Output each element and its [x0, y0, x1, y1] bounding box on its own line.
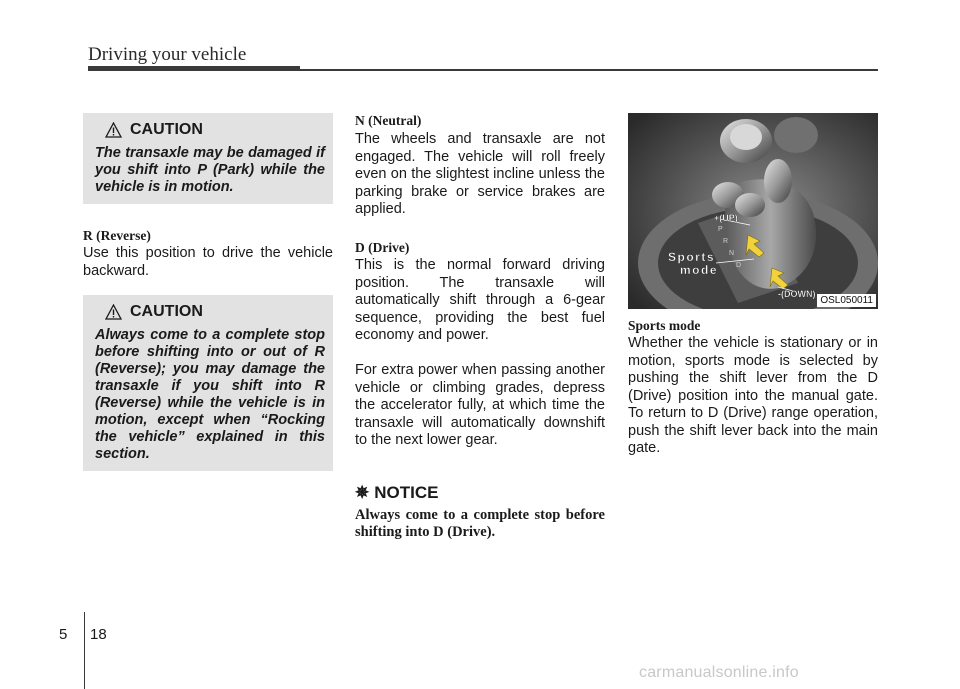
notice-star-icon: ✵	[355, 483, 370, 502]
notice-label: NOTICE	[374, 483, 439, 502]
reverse-heading: R (Reverse)	[83, 228, 151, 243]
gate-letter-n: N	[729, 250, 735, 257]
gate-letter-r: R	[723, 238, 729, 245]
header-rule-thin	[300, 69, 878, 71]
warning-triangle-icon	[105, 122, 122, 138]
caution-label: CAUTION	[130, 303, 203, 320]
up-label: +(UP)	[714, 213, 738, 223]
drive-extra-power-text: For extra power when passing another vehicle or climbing grades, depress the accelerator fully, at which time the transaxle will automatically downshift to the next lower gear.	[355, 362, 605, 448]
down-label: -(DOWN)	[778, 289, 816, 299]
sports-text: Whether the vehicle is stationary or in motion, sports mode is selected by pushing the shift lever from the D (Drive) position into the manual gate. To return to D (Drive) range operation, push the shift lever back into the main gate.	[628, 335, 878, 456]
drive-heading: D (Drive)	[355, 240, 410, 255]
drive-text: This is the normal forward driving position. The transaxle will automatically shift through a 6-gear sequence, providing the best fuel economy and power.	[355, 257, 605, 343]
page-number: 18	[90, 626, 107, 643]
caution-label: CAUTION	[130, 121, 203, 138]
caution-box-reverse	[83, 295, 333, 471]
caution-header	[105, 121, 325, 139]
gate-letter-p: P	[718, 226, 723, 233]
caution-text: The transaxle may be damaged if you shift into P (Park) while the vehicle is in motion.	[95, 145, 325, 195]
warning-triangle-icon	[105, 304, 122, 320]
header-rule-thick	[88, 66, 300, 71]
sports-heading: Sports mode	[628, 318, 701, 333]
chapter-number: 5	[59, 626, 68, 643]
gate-letter-d: D	[736, 262, 742, 269]
header-title: Driving your vehicle	[88, 44, 247, 65]
mode-label: mode	[680, 263, 719, 277]
notice-header	[355, 483, 438, 503]
caution-box-park	[83, 113, 333, 204]
reverse-text: Use this position to drive the vehicle backward.	[83, 245, 333, 279]
shift-lever-illustration	[628, 113, 878, 309]
neutral-text: The wheels and transaxle are not engaged. The vehicle will roll freely even on the slightest incline unless the parking brake or service brakes are applied.	[355, 131, 605, 217]
page-number-rule	[84, 612, 85, 689]
notice-text: Always come to a complete stop before shifting into D (Drive).	[355, 507, 605, 540]
shift-lever-photo	[628, 113, 878, 309]
neutral-heading: N (Neutral)	[355, 113, 422, 128]
caution-header	[105, 303, 325, 321]
sports-label: Sports	[668, 250, 716, 264]
caution-text: Always come to a complete stop before shifting into or out of R (Reverse); you may damage the transaxle if you shift into R (Reverse) while the vehicle is in motion, except when “Rocking the vehicle” explained in this section.	[95, 327, 325, 462]
photo-code: OSL050011	[817, 294, 876, 307]
watermark: carmanualsonline.info	[639, 664, 799, 681]
